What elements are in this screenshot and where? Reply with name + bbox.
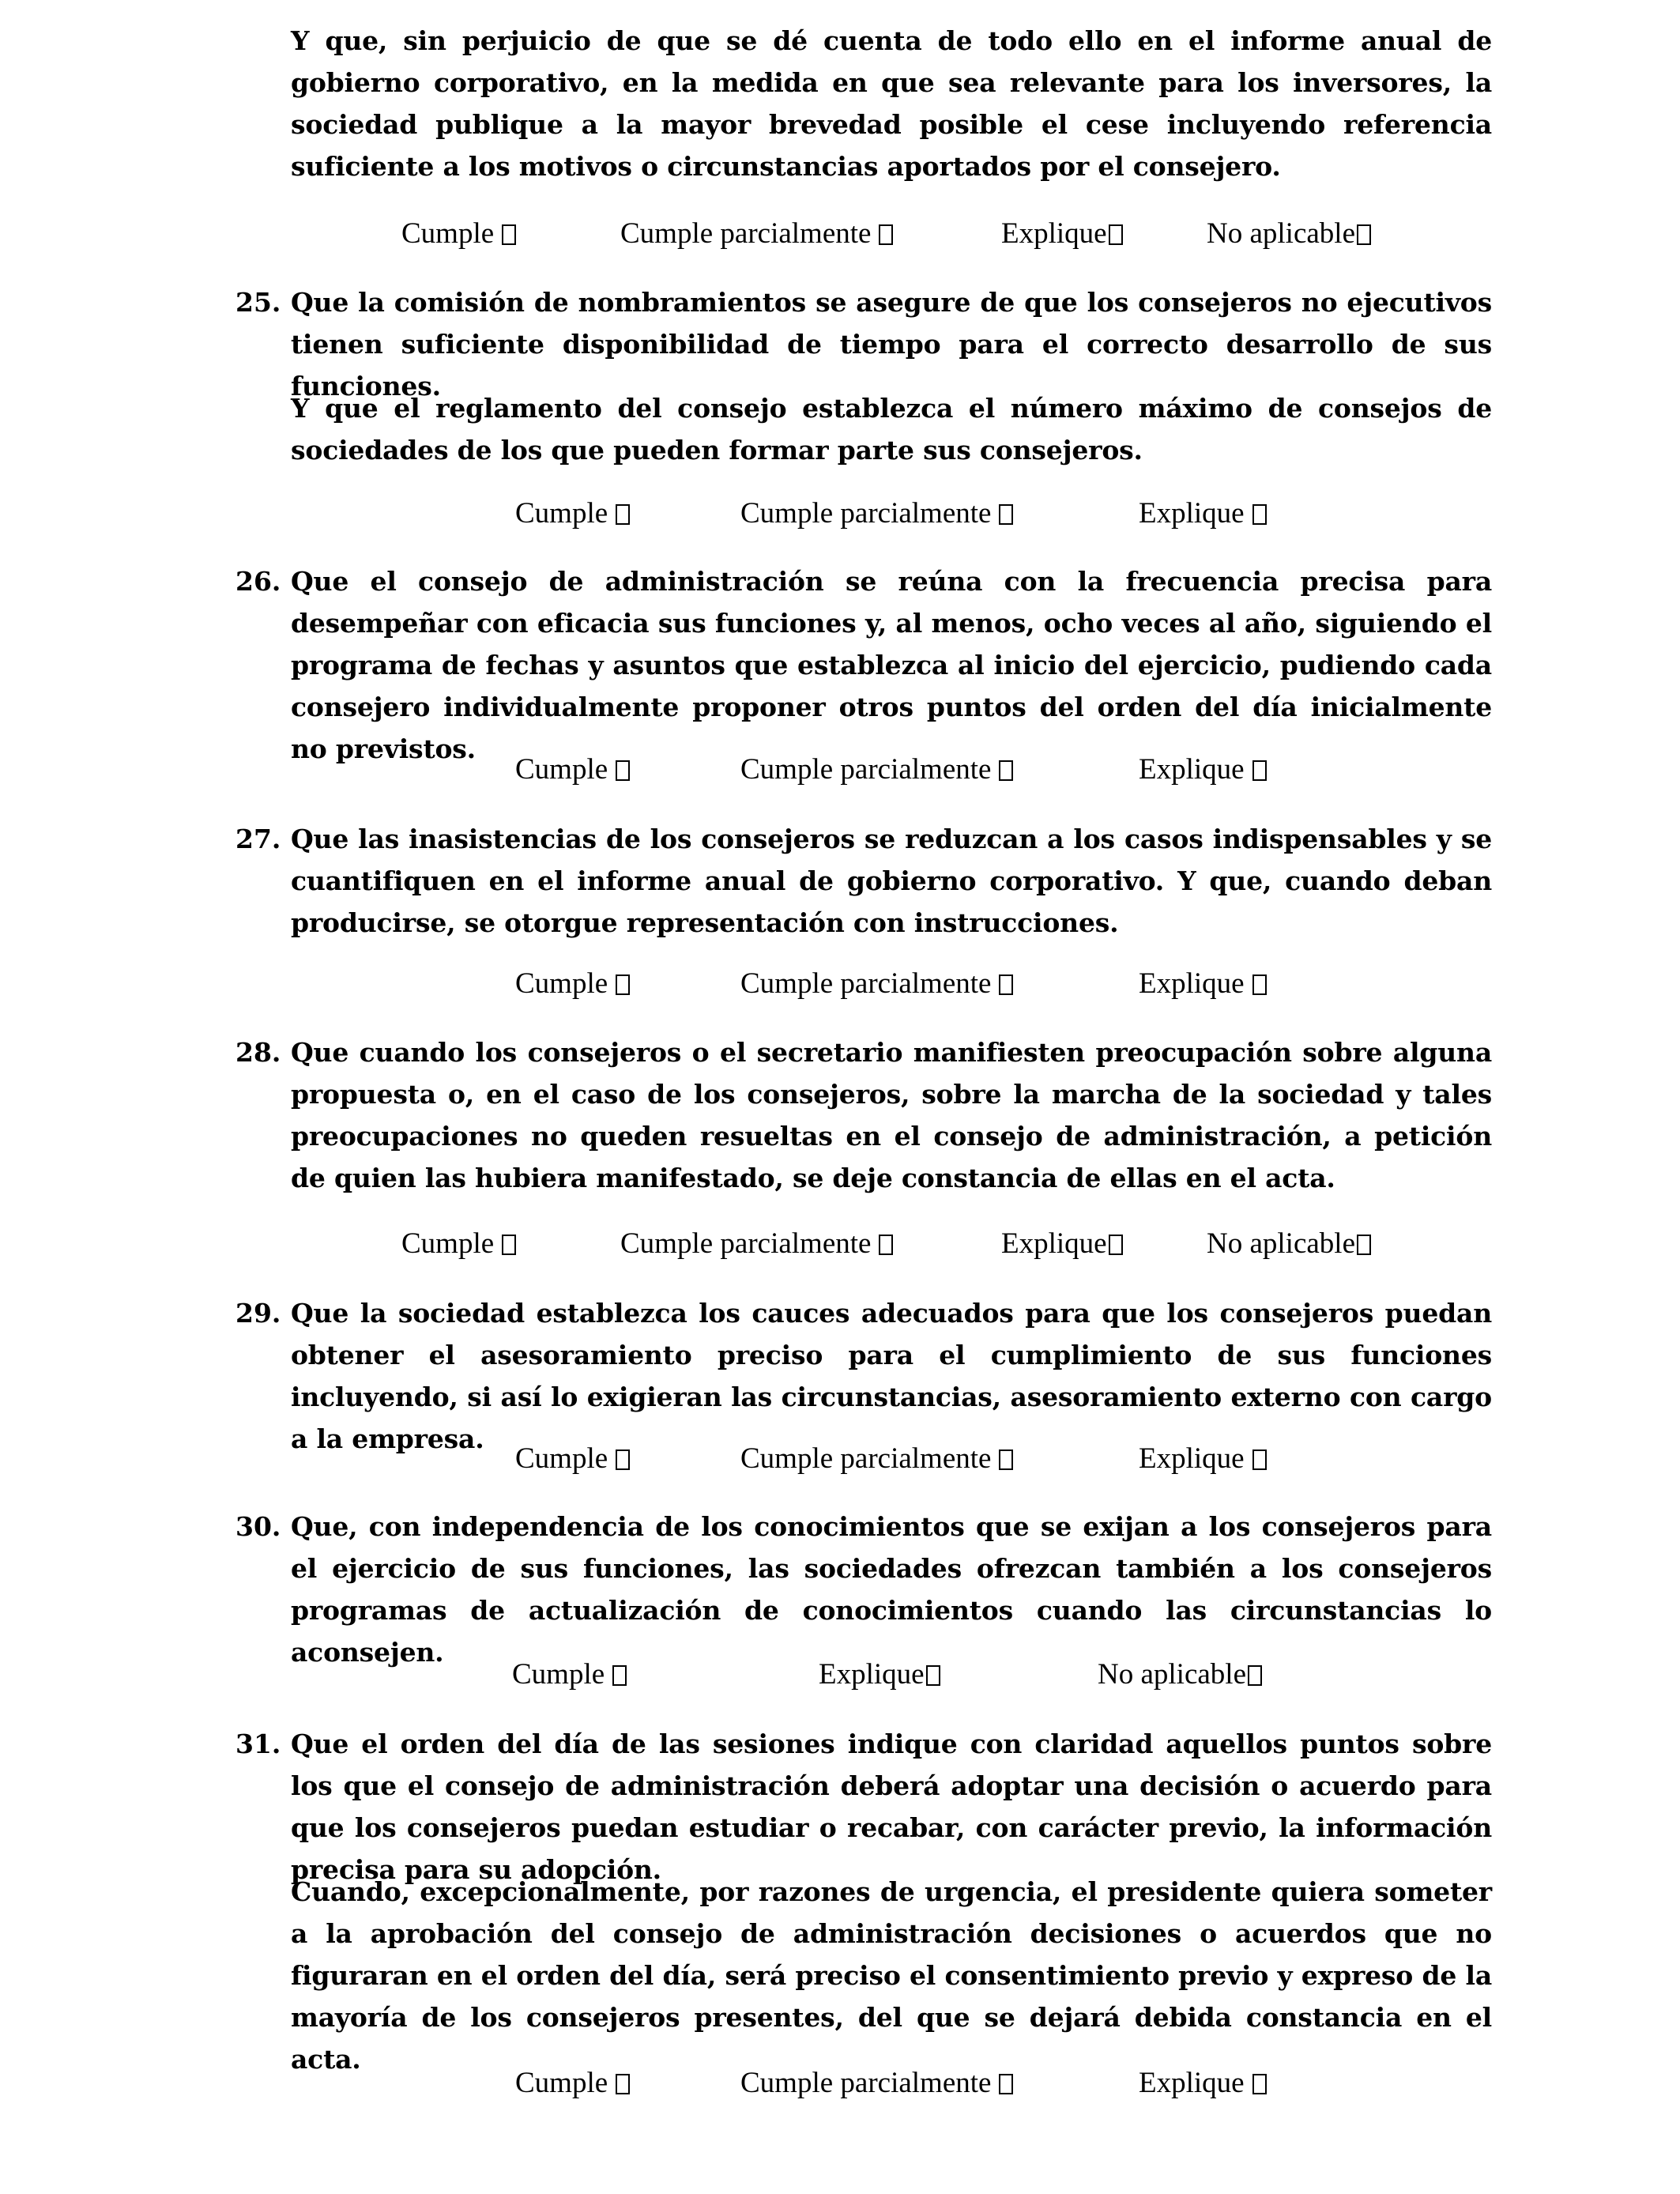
option-explique[interactable]: [1001, 1227, 1123, 1261]
item-number-26: 26.: [235, 566, 281, 597]
option-cumple[interactable]: [515, 752, 630, 787]
option-cumple-parcialmente[interactable]: [620, 217, 893, 251]
checkbox-icon[interactable]: [616, 1449, 630, 1470]
item-number-25: 25.: [235, 287, 281, 318]
checkbox-icon[interactable]: [1248, 1665, 1262, 1686]
option-cumple[interactable]: [515, 1442, 630, 1476]
option-cumple[interactable]: [515, 967, 630, 1001]
option-cumple[interactable]: [515, 2066, 630, 2101]
checkbox-icon[interactable]: [1252, 504, 1267, 525]
checkbox-icon[interactable]: [616, 2074, 630, 2094]
option-label: Cumple: [401, 1227, 495, 1260]
option-label: Explique: [1139, 1442, 1245, 1475]
option-label: Cumple parcialmente: [620, 217, 872, 250]
option-explique[interactable]: [819, 1657, 940, 1692]
checkbox-icon[interactable]: [1252, 760, 1267, 781]
checkbox-icon[interactable]: [879, 224, 893, 245]
checkbox-icon[interactable]: [502, 1235, 516, 1255]
item-30-paragraph-1: Que, con independencia de los conocimientos que se exijan a los consejeros para el ejercicio de sus funciones, las sociedades ofrezcan también a los consejeros programas de actualización de conocimientos cuando las circunstancias lo aconsejen.: [291, 1511, 1492, 1668]
option-explique[interactable]: [1139, 967, 1267, 1001]
checkbox-icon[interactable]: [999, 1449, 1013, 1470]
option-label: Cumple: [515, 967, 608, 1000]
checkbox-icon[interactable]: [926, 1665, 940, 1686]
item-number-28: 28.: [235, 1037, 281, 1068]
option-label: Cumple parcialmente: [740, 497, 992, 530]
option-label: Explique: [1139, 967, 1245, 1000]
option-cumple[interactable]: [401, 217, 516, 251]
option-label: No aplicable: [1098, 1658, 1246, 1691]
option-explique[interactable]: [1139, 752, 1267, 787]
option-explique[interactable]: [1139, 1442, 1267, 1476]
item-number-27: 27.: [235, 824, 281, 854]
checkbox-icon[interactable]: [999, 504, 1013, 525]
option-label: Explique: [1001, 1227, 1107, 1260]
checkbox-icon[interactable]: [879, 1235, 893, 1255]
option-label: Cumple parcialmente: [620, 1227, 872, 1260]
checkbox-icon[interactable]: [616, 974, 630, 995]
option-label: Cumple: [515, 497, 608, 530]
option-no-aplicable[interactable]: [1207, 217, 1371, 251]
checkbox-icon[interactable]: [999, 974, 1013, 995]
item-26-paragraph-1: Que el consejo de administración se reúna con la frecuencia precisa para desempeñar con eficacia sus funciones y, al menos, ocho veces al año, siguiendo el programa de fechas y asuntos que establezca al inicio del ejercicio, pudiendo cada consejero individualmente proponer otros puntos del orden del día inicialmente no previstos.: [291, 566, 1492, 764]
option-cumple-parcialmente[interactable]: [740, 1442, 1013, 1476]
option-cumple[interactable]: [512, 1657, 627, 1692]
checkbox-icon[interactable]: [1357, 1235, 1371, 1255]
option-label: Cumple parcialmente: [740, 753, 992, 786]
checkbox-icon[interactable]: [616, 504, 630, 525]
checkbox-icon[interactable]: [999, 2074, 1013, 2094]
option-cumple[interactable]: [401, 1227, 516, 1261]
item-31-paragraph-2: Cuando, excepcionalmente, por razones de urgencia, el presidente quiera someter a la aprobación del consejo de administración decisiones o acuerdos que no figuraran en el orden del día, será preciso el consentimiento previo y expreso de la mayoría de los consejeros presentes, del que se dejará debida constancia en el acta.: [291, 1876, 1492, 2075]
option-label: Explique: [1139, 497, 1245, 530]
item-28-paragraph-1: Que cuando los consejeros o el secretario manifiesten preocupación sobre alguna propuesta o, en el caso de los consejeros, sobre la marcha de la sociedad y tales preocupaciones no queden resueltas en el consejo de administración, a petición de quien las hubiera manifestado, se deje constancia de ellas en el acta.: [291, 1037, 1492, 1193]
option-no-aplicable[interactable]: [1207, 1227, 1371, 1261]
option-label: Cumple: [515, 2067, 608, 2099]
option-label: Cumple: [515, 753, 608, 786]
option-cumple-parcialmente[interactable]: [740, 752, 1013, 787]
option-label: Cumple: [515, 1442, 608, 1475]
checkbox-icon[interactable]: [1252, 974, 1267, 995]
option-label: Cumple parcialmente: [740, 967, 992, 1000]
option-label: Explique: [1139, 753, 1245, 786]
option-label: No aplicable: [1207, 1227, 1355, 1260]
option-no-aplicable[interactable]: [1098, 1657, 1262, 1692]
option-label: Explique: [819, 1658, 925, 1691]
checkbox-icon[interactable]: [1252, 1449, 1267, 1470]
item-31-paragraph-1: Que el orden del día de las sesiones indique con claridad aquellos puntos sobre los que el consejo de administración deberá adoptar una decisión o acuerdo para que los consejeros puedan estudiar o recabar, con carácter previo, la información precisa para su adopción.: [291, 1728, 1492, 1885]
option-explique[interactable]: [1139, 496, 1267, 531]
option-explique[interactable]: [1001, 217, 1123, 251]
item-25-paragraph-2: Y que el reglamento del consejo establezca el número máximo de consejos de sociedades de los que pueden formar parte sus consejeros.: [291, 393, 1492, 466]
option-cumple-parcialmente[interactable]: [740, 2066, 1013, 2101]
checkbox-icon[interactable]: [999, 760, 1013, 781]
option-cumple-parcialmente[interactable]: [740, 967, 1013, 1001]
option-label: Cumple: [401, 217, 495, 250]
checkbox-icon[interactable]: [1109, 224, 1123, 245]
option-label: Cumple parcialmente: [740, 1442, 992, 1475]
option-explique[interactable]: [1139, 2066, 1267, 2101]
item-27-paragraph-1: Que las inasistencias de los consejeros se reduzcan a los casos indispensables y se cuantifiquen en el informe anual de gobierno corporativo. Y que, cuando deban producirse, se otorgue representación con instrucciones.: [291, 824, 1492, 938]
option-label: Cumple parcialmente: [740, 2067, 992, 2099]
checkbox-icon[interactable]: [1252, 2074, 1267, 2094]
intro-paragraph: Y que, sin perjuicio de que se dé cuenta de todo ello en el informe anual de gobierno corporativo, en la medida en que sea relevante para los inversores, la sociedad publique a la mayor brevedad posible el cese incluyendo referencia suficiente a los motivos o circunstancias aportados por el consejero.: [291, 25, 1492, 182]
item-number-30: 30.: [235, 1511, 281, 1542]
option-label: Cumple: [512, 1658, 605, 1691]
option-cumple-parcialmente[interactable]: [740, 496, 1013, 531]
checkbox-icon[interactable]: [612, 1665, 627, 1686]
item-25-paragraph-1: Que la comisión de nombramientos se asegure de que los consejeros no ejecutivos tienen suficiente disponibilidad de tiempo para el correcto desarrollo de sus funciones.: [291, 287, 1492, 401]
checkbox-icon[interactable]: [502, 224, 516, 245]
option-cumple-parcialmente[interactable]: [620, 1227, 893, 1261]
option-cumple[interactable]: [515, 496, 630, 531]
item-number-29: 29.: [235, 1298, 281, 1329]
item-number-31: 31.: [235, 1728, 281, 1759]
option-label: Explique: [1139, 2067, 1245, 2099]
option-label: No aplicable: [1207, 217, 1355, 250]
checkbox-icon[interactable]: [1109, 1235, 1123, 1255]
checkbox-icon[interactable]: [616, 760, 630, 781]
checkbox-icon[interactable]: [1357, 224, 1371, 245]
item-29-paragraph-1: Que la sociedad establezca los cauces adecuados para que los consejeros puedan obtener el asesoramiento preciso para el cumplimiento de sus funciones incluyendo, si así lo exigieran las circunstancias, asesoramiento externo con cargo a la empresa.: [291, 1298, 1492, 1454]
option-label: Explique: [1001, 217, 1107, 250]
